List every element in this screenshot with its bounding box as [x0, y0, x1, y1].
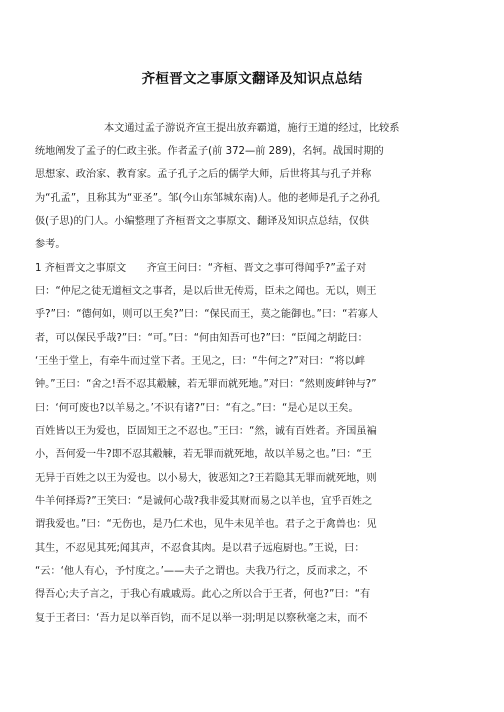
- paragraph-line: 曰：‘何可废也?以羊易之。’不识有诸?”曰：“有之。”曰：“是心足以王矣。: [35, 403, 359, 414]
- paragraph-line: 其生，不忍见其死;闻其声，不忍食其肉。是以君子远庖厨也。”王说，曰：: [35, 543, 365, 554]
- paragraph-line: 为“孔孟”，且称其为“亚圣”。邹(今山东邹城东南)人。他的老师是孔子之孙孔: [35, 193, 380, 204]
- paragraph-line: 思想家、政治家、教育家。孟子孔子之后的儒学大师，后世将其与孔子并称: [35, 169, 372, 180]
- paragraph-line: 百姓皆以王为爱也，臣固知王之不忍也。”王曰：“然，诚有百姓者。齐国虽褊: [35, 426, 377, 437]
- paragraph-line: 牛羊何择焉?”王笑曰：“是诚何心哉?我非爱其财而易之以羊也，宜乎百姓之: [35, 496, 373, 507]
- paragraph-line: 乎?”曰：“德何如，则可以王矣?”曰：“保民而王，莫之能御也。”曰：“若寡人: [35, 309, 379, 320]
- paragraph-line: 本文通过孟子游说齐宣王提出放弃霸道，施行王道的经过，比较系: [104, 123, 400, 134]
- paragraph-line: “云：‘他人有心，予忖度之。’——夫子之谓也。夫我乃行之，反而求之，不: [35, 566, 368, 577]
- paragraph-line: 谓我爱也。”曰：“无伤也，是乃仁术也，见牛未见羊也。君子之于禽兽也：见: [35, 519, 377, 530]
- paragraph-line: 1 齐桓晋文之事原文 齐宣王问曰：“齐桓、晋文之事可得闻乎?”孟子对: [35, 263, 367, 274]
- paragraph-line: 得吾心;夫子言之，于我心有戚戚焉。此心之所以合于王者，何也?”曰：“有: [35, 589, 371, 600]
- page-title: 齐桓晋文之事原文翻译及知识点总结: [141, 71, 363, 87]
- paragraph-line: 小，吾何爱一牛?即不忍其觳觫，若无罪而就死地，故以羊易之也。”曰：“王: [35, 449, 372, 460]
- paragraph-line: 曰：“仲尼之徒无道桓文之事者，是以后世无传焉，臣未之闻也。无以，则王: [35, 286, 377, 297]
- paragraph-line: ‘王坐于堂上，有牵牛而过堂下者。王见之，曰：“牛何之?”对曰：“将以衅: [35, 356, 366, 367]
- paragraph-line: 无异于百姓之以王为爱也。以小易大，彼恶知之?王若隐其无罪而就死地，则: [35, 473, 377, 484]
- paragraph-line: 钟。”王曰：“舍之!吾不忍其觳觫，若无罪而就死地。”对曰：“然则废衅钟与?”: [35, 379, 377, 390]
- paragraph-line: 伋(子思)的门人。小编整理了齐桓晋文之事原文、翻译及知识点总结，仅供: [35, 216, 369, 227]
- paragraph-line: 复于王者曰：‘吾力足以举百钧，而不足以举一羽;明足以察秋毫之末，而不: [35, 613, 368, 624]
- paragraph-line: 参考。: [35, 239, 66, 250]
- paragraph-line: 统地阐发了孟子的仁政主张。作者孟子(前 372—前 289)，名轲。战国时期的: [35, 146, 384, 157]
- paragraph-line: 者，可以保民乎哉?”曰：“可。”曰：“何由知吾可也?”曰：“臣闻之胡龁曰：: [35, 333, 368, 344]
